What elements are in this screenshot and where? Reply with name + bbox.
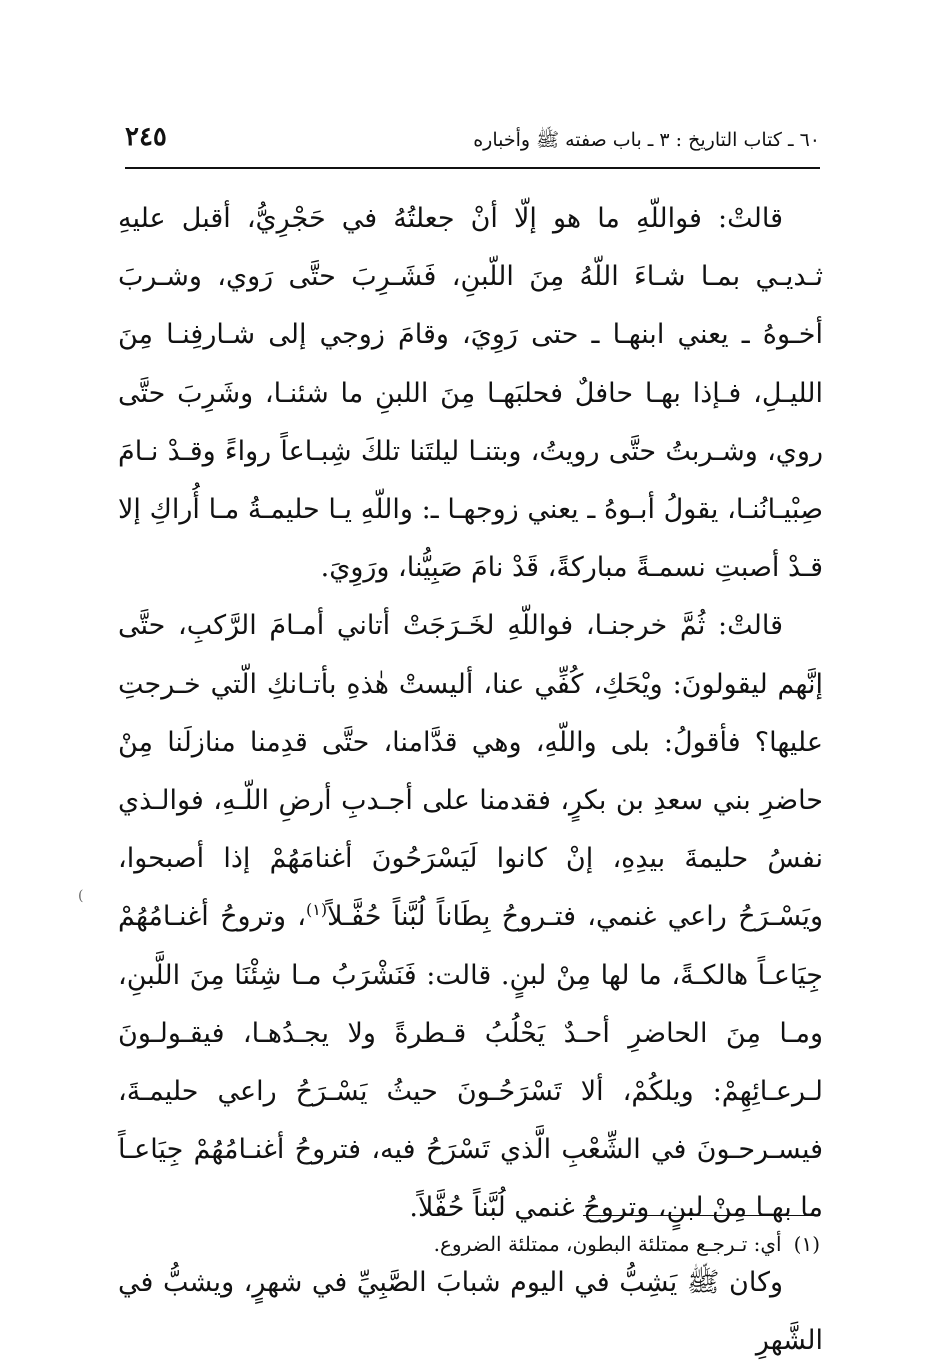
page-number: ٢٤٥ [125, 122, 167, 152]
paragraph-text: قالتْ: فواللّهِ ما هو إلّا أنْ جعلتُهُ في حَجْرِيُّ، أقبل عليهِ ثـديـي بمـا شـاءَ اللّهُ مِنَ اللّبنِ، فَشَـرِبَ حتَّى رَوي، وشـربَ أخـوهُ ـ يعني ابنهـا ـ حتى رَوِيَ، وقامَ زوجي إلى شـارفِنـا مِنَ الليـلِ، فـإذا بهـا حافلٌ فحلبَهـا مِنَ اللبنِ ما شئنـا، وشَرِبَ حتَّى روي، وشـربتُ حتَّى رويتُ، وبتنـا ليلتَنا تلكَ شِبـاعاً رواءً وقـدْ نـامَ صِبْيـانُنـا، يقولُ أبـوهُ ـ يعني زوجهـا ـ: واللّهِ يـا حليمـةُ مـا أُراكِ إلا قـدْ أصبتِ نسمـةً مباركةً، قَدْ نامَ صَبِيُّنا، ورَوِيَ. [118, 203, 823, 584]
footnote [300, 1228, 820, 1260]
footnote-marker: (١) [793, 1232, 820, 1256]
footnote-text: أي: تـرجـع ممتلئة البطون، ممتلئة الضروع. [433, 1232, 782, 1256]
footnote-reference[interactable]: (١) [305, 900, 328, 920]
margin-mark: ( [78, 888, 84, 904]
paragraph-text: وكان ﷺ يَشِبُّ في اليوم شبابَ الصَّبِيِّ في شهرٍ، ويشبُّ في الشَّهرِ [118, 1266, 823, 1356]
paragraph-text: قالتْ: ثُمَّ خرجنـا، فواللّهِ لخَـرَجَتْ أتاني أمـامَ الرَّكبِ، حتَّى إنَّهم ليقولونَ: ويْحَكِ، كُفِّي عنا، أليستْ هٰذهِ بأتـانكِ الّتي خـرجتِ عليها؟ فأقولُ: بلى واللّهِ، وهي قدَّامنا، حتَّى قدِمنا منازلَنا مِنْ حاضرِ بني سعدِ بن بكرٍ، فقدمنا على أجـدبِ أرضِ اللّـهِ، فوالـذي نفسُ حليمةَ بيدِهِ، إنْ كانوا لَيَسْرَحُونَ أغنامَهُمْ إذا أصبحوا، ويَسْـرَحُ راعي غنمي، فتـروحُ بِطَاناً لُبَّناً حُفَّـلاً [118, 610, 823, 933]
body-text [118, 190, 823, 1370]
page-header [125, 118, 820, 168]
running-title: ٦٠ ـ كتاب التاريخ : ٣ ـ باب صفته ﷺ وأخباره [473, 129, 820, 151]
paragraph [118, 1254, 823, 1370]
paragraph [118, 597, 823, 1237]
footnote-rule [583, 1215, 820, 1216]
paragraph-text-continued: ، وتروحُ أغنـامُهُمْ جِيَاعـاً هالكـةً، ما لها مِنْ لبنٍ. قالت: فَنَشْرَبُ مـا شِئْنَا مِنَ اللَّبنِ، ومـا مِنَ الحاضرِ أحـدٌ يَحْلُبُ قـطرةً ولا يجـدُهـا، فيقـولـونَ لـرعـائِهِمْ: ويلكُمْ، ألا تَسْرَحُـونَ حيثُ يَسْـرَحُ راعي حليمـةَ، فيسـرحـونَ في الشِّعْبِ الَّذي تَسْرَحُ فيه، فتروحُ أغنـامُهُمْ جِيَاعـاً ما بهـا مِنْ لبنٍ، وتروحُ غنمي لُبَّناً حُفَّلاً. [118, 901, 823, 1224]
header-rule [125, 167, 820, 169]
paragraph [118, 190, 823, 597]
